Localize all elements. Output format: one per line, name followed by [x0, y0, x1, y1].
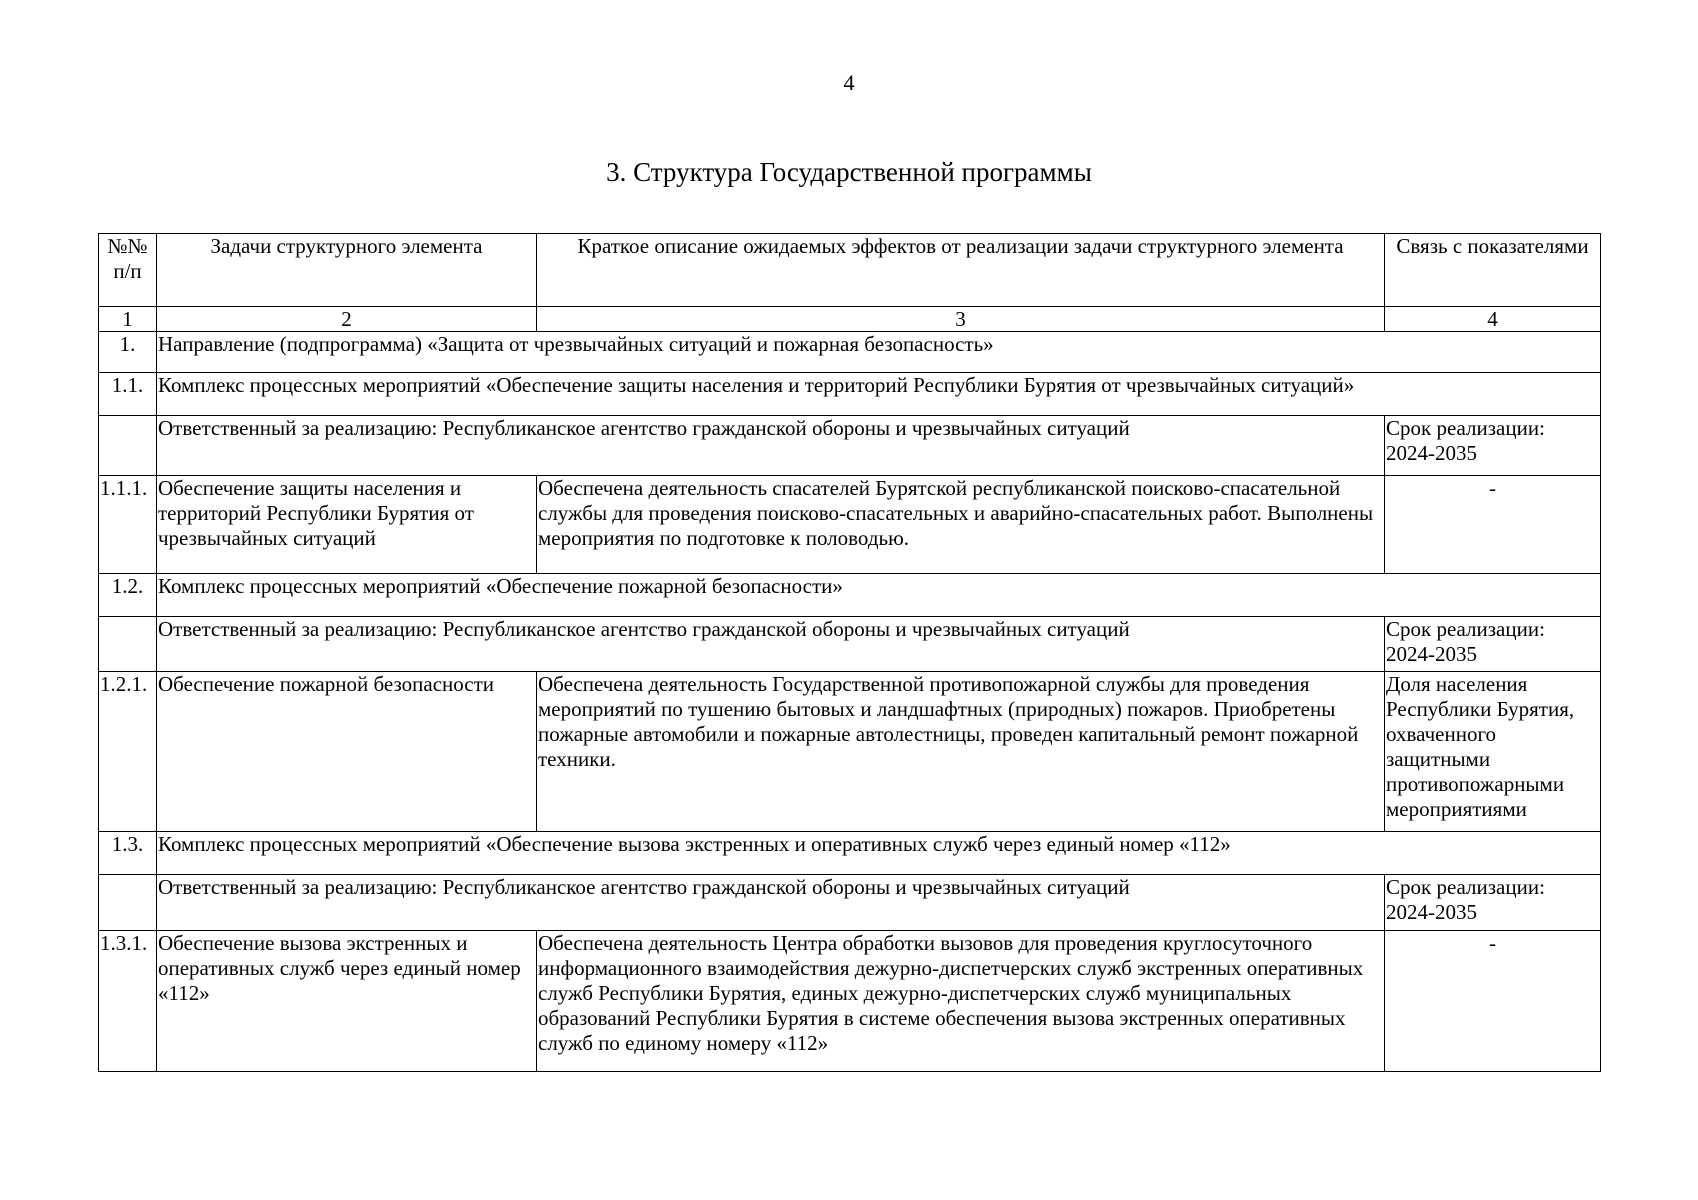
responsible-text: Ответственный за реализацию: Республиканское агентство гражданской обороны и чрезвычайных ситуаций — [157, 617, 1385, 672]
row-number — [99, 617, 157, 672]
effect-text: Обеспечена деятельность Государственной противопожарной службы для проведения мероприятий по тушению бытовых и ландшафтных (природных) пожаров. Приобретены пожарные автомобили и пожарные автолестницы, проведен капитальный ремонт пожарной техники. — [537, 672, 1385, 832]
row-number: 1.3. — [99, 832, 157, 875]
complex-title: Комплекс процессных мероприятий «Обеспечение вызова экстренных и оперативных служб через единый номер «112» — [157, 832, 1601, 875]
table-row — [99, 416, 1601, 476]
header-indicators: Связь с показателями — [1385, 234, 1601, 307]
responsible-text: Ответственный за реализацию: Республиканское агентство гражданской обороны и чрезвычайных ситуаций — [157, 416, 1385, 476]
header-number: №№ п/п — [99, 234, 157, 307]
effect-text: Обеспечена деятельность спасателей Бурятской республиканской поисково-спасательной службы для проведения поисково-спасательных и аварийно-спасательных работ. Выполнены мероприятия по подготовке к половодью. — [537, 476, 1385, 574]
column-number: 3 — [537, 307, 1385, 332]
section-title: Направление (подпрограмма) «Защита от чрезвычайных ситуаций и пожарная безопасность» — [157, 332, 1601, 373]
term-text: Срок реализации: 2024-2035 — [1385, 416, 1601, 476]
header-tasks: Задачи структурного элемента — [157, 234, 537, 307]
column-number: 2 — [157, 307, 537, 332]
row-number — [99, 875, 157, 931]
complex-title: Комплекс процессных мероприятий «Обеспечение защиты населения и территорий Республики Бурятия от чрезвычайных ситуаций» — [157, 373, 1601, 416]
table-row — [99, 476, 1601, 574]
row-number: 1. — [99, 332, 157, 373]
row-number: 1.1. — [99, 373, 157, 416]
table-row — [99, 931, 1601, 1072]
row-number: 1.1.1. — [99, 476, 157, 574]
table-row — [99, 875, 1601, 931]
table-row — [99, 672, 1601, 832]
effect-text: Обеспечена деятельность Центра обработки вызовов для проведения круглосуточного информационного взаимодействия дежурно-диспетчерских служб экстренных оперативных служб Республики Бурятия, единых дежурно-диспетчерских служб муниципальных образований Республики Бурятия в системе обеспечения вызова экстренных оперативных служб по единому номеру «112» — [537, 931, 1385, 1072]
task-text: Обеспечение защиты населения и территорий Республики Бурятия от чрезвычайных ситуаций — [157, 476, 537, 574]
table-header-row — [99, 234, 1601, 307]
row-number — [99, 416, 157, 476]
table-row — [99, 617, 1601, 672]
table-row — [99, 574, 1601, 617]
task-text: Обеспечение вызова экстренных и оперативных служб через единый номер «112» — [157, 931, 537, 1072]
indicator-link: - — [1385, 476, 1601, 574]
task-text: Обеспечение пожарной безопасности — [157, 672, 537, 832]
column-number: 4 — [1385, 307, 1601, 332]
row-number: 1.2. — [99, 574, 157, 617]
table-row — [99, 332, 1601, 373]
term-text: Срок реализации: 2024-2035 — [1385, 875, 1601, 931]
indicator-link: Доля населения Республики Бурятия, охваченного защитными противопожарными мероприятиями — [1385, 672, 1601, 832]
structure-table — [98, 233, 1601, 1072]
column-number: 1 — [99, 307, 157, 332]
term-text: Срок реализации: 2024-2035 — [1385, 617, 1601, 672]
indicator-link: - — [1385, 931, 1601, 1072]
header-effects: Краткое описание ожидаемых эффектов от реализации задачи структурного элемента — [537, 234, 1385, 307]
complex-title: Комплекс процессных мероприятий «Обеспечение пожарной безопасности» — [157, 574, 1601, 617]
responsible-text: Ответственный за реализацию: Республиканское агентство гражданской обороны и чрезвычайных ситуаций — [157, 875, 1385, 931]
column-number-row — [99, 307, 1601, 332]
row-number: 1.3.1. — [99, 931, 157, 1072]
page-title: 3. Структура Государственной программы — [606, 157, 1092, 187]
table-row — [99, 373, 1601, 416]
table-row — [99, 832, 1601, 875]
page-number: 4 — [843, 70, 855, 95]
row-number: 1.2.1. — [99, 672, 157, 832]
